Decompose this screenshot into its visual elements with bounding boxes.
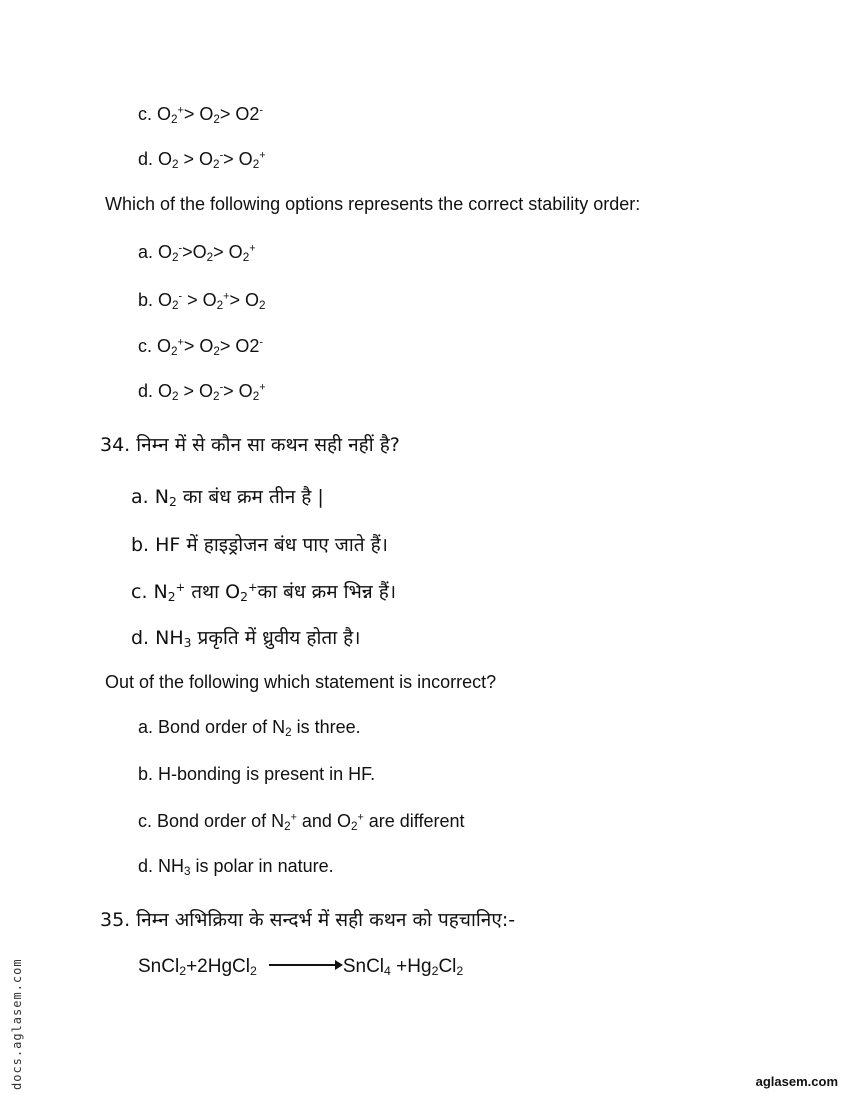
q33-english-question: Which of the following options represents the correct stability order: xyxy=(105,194,641,214)
q33-tail-option-d: d. $O_2 > O_2^-> O_2^+$ xyxy=(138,149,266,171)
q33-english-option-b: b. $O_2^- > O_2^+> O_2$ xyxy=(138,290,266,312)
q34-hindi-option-c: c. $N_2^+$ तथा $O_2^+का$ बंध क्रम भिन्न हैं। xyxy=(131,580,397,605)
q34-english-option-c: c. Bond order of $N_2^+$ and $O_2^+$ are different xyxy=(138,811,465,833)
footer-brand[interactable]: aglasem.com xyxy=(755,1074,838,1089)
side-watermark: docs.aglasem.com xyxy=(10,958,24,1090)
q35-hindi-question: 35. निम्न अभिक्रिया के सन्दर्भ में सही कथन को पहचानिए:- xyxy=(100,909,516,931)
q35-reaction-equation: SnCl$_2$+2HgCl$_2$ SnCl$_4$ $+Hg_2Cl_2$ xyxy=(138,956,464,979)
q34-english-question: Out of the following which statement is incorrect? xyxy=(105,672,497,692)
q34-english-option-b: b. H-bonding is present in HF. xyxy=(138,764,376,784)
q34-hindi-option-a: a. $N_2$ का बंध क्रम तीन है | xyxy=(131,486,324,510)
q34-hindi-question: 34. निम्न में से कौन सा कथन सही नहीं है? xyxy=(100,434,400,456)
q34-english-option-a: a. Bond order of $N_2$ is three. xyxy=(138,717,361,739)
q33-english-option-d: d. $O_2 > O_2^-> O_2^+$ xyxy=(138,381,266,403)
q34-hindi-option-b: b. HF में हाइड्रोजन बंध पाए जाते हैं। xyxy=(131,534,388,556)
q33-english-option-a: a. $O_2^->O_2> O_2^+$ xyxy=(138,242,256,264)
q34-hindi-option-d: d. $NH_3$ प्रकृति में ध्रुवीय होता है। xyxy=(131,627,361,651)
reaction-arrow-icon xyxy=(269,964,341,966)
q33-tail-option-c: c. $O_2^+> O_2> O2^-$ xyxy=(138,104,264,126)
q33-english-option-c: c. $O_2^+> O_2> O2^-$ xyxy=(138,336,264,358)
q34-english-option-d: d. $NH_3$ is polar in nature. xyxy=(138,856,334,878)
